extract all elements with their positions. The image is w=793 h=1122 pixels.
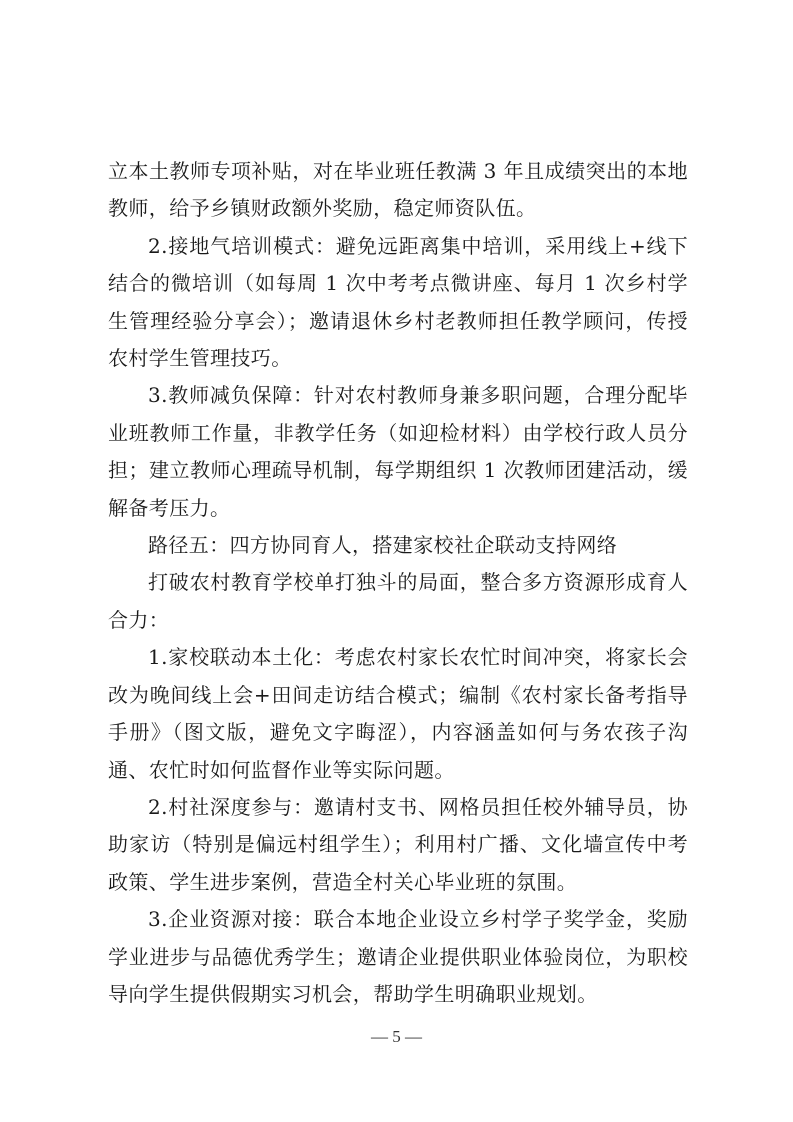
paragraph-training-model: 2.接地气培训模式：避免远距离集中培训，采用线上+线下结合的微培训（如每周 1 次中考考点微讲座、每月 1 次乡村学生管理经验分享会）；邀请退休乡村老教师担任教学顾问，传授农村学生管理技巧。: [108, 233, 688, 371]
paragraph-village-community: 2.村社深度参与：邀请村支书、网格员担任校外辅导员，协助家访（特别是偏远村组学生）；利用村广播、文化墙宣传中考政策、学生进步案例，营造全村关心毕业班的氛围。: [108, 794, 688, 894]
page-number: — 5 —: [371, 1027, 422, 1046]
paragraph-enterprise: 3.企业资源对接：联合本地企业设立乡村学子奖学金，奖励学业进步与品德优秀学生；邀请企业提供职业体验岗位，为职校导向学生提供假期实习机会，帮助学生明确职业规划。: [108, 907, 688, 1006]
page-body: [108, 153, 688, 1013]
paragraph-home-school: 1.家校联动本土化：考虑农村家长农忙时间冲突，将家长会改为晚间线上会+田间走访结合模式；编制《农村家长备考指导手册》（图文版，避免文字晦涩），内容涵盖如何与务农孩子沟通、农忙时如何监督作业等实际问题。: [108, 645, 688, 782]
paragraph-intro: 打破农村教育学校单打独斗的局面，整合多方资源形成育人合力：: [108, 570, 688, 632]
paragraph-continuation: 立本土教师专项补贴，对在毕业班任教满 3 年且成绩突出的本地教师，给予乡镇财政额外奖励，稳定师资队伍。: [108, 159, 688, 221]
paragraph-teacher-burden: 3.教师减负保障：针对农村教师身兼多职问题，合理分配毕业班教师工作量，非教学任务（如迎检材料）由学校行政人员分担；建立教师心理疏导机制，每学期组织 1 次教师团建活动，缓解备考压力。: [108, 383, 688, 520]
section-heading-path-five: 路径五：四方协同育人，搭建家校社企联动支持网络: [148, 533, 618, 558]
